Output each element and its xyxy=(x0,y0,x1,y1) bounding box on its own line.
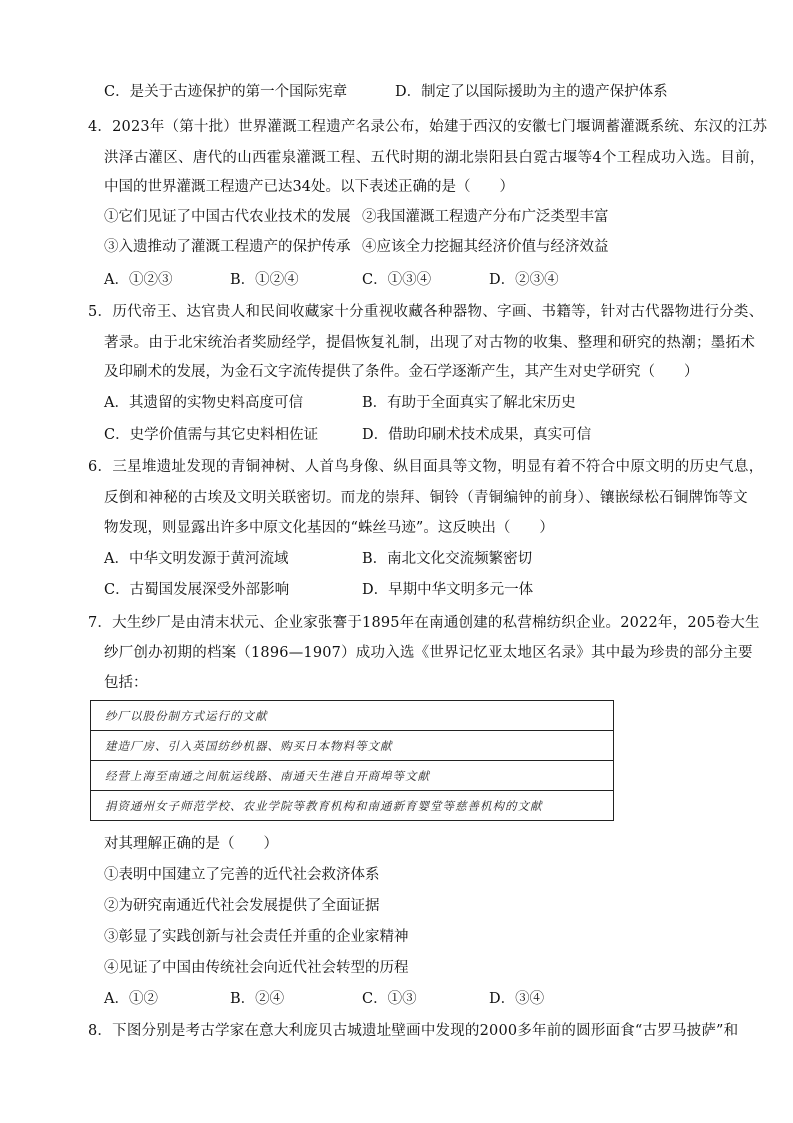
q4-option-c: C．①③④ xyxy=(362,272,432,288)
q7-stem-line2: 纱厂创办初期的档案（1896—1907）成功入选《世界记忆亚太地区名录》其中最为珍贵的部分主要 xyxy=(104,645,753,661)
q6-stem-line3: 物发现，则显露出许多中原文化基因的“蛛丝马迹”。这反映出（ ） xyxy=(104,520,554,536)
q5-option-d: D．借助印刷术技术成果，真实可信 xyxy=(362,427,592,443)
table-row xyxy=(91,731,614,761)
q4-option-b: B．①②④ xyxy=(230,272,299,288)
q8-stem-line1: 8．下图分别是考古学家在意大利庞贝古城遗址壁画中发现的2000多年前的圆形面食“古罗马披萨”和 xyxy=(88,1023,739,1039)
table-row xyxy=(91,701,614,731)
q6-stem-line1: 6．三星堆遗址发现的青铜神树、人首鸟身像、纵目面具等文物，明显有着不符合中原文明的历史气息， xyxy=(88,459,764,475)
q7-question: 对其理解正确的是（ ） xyxy=(104,836,278,852)
table-cell: 经营上海至南通之间航运线路、南通天生港自开商埠等文献 xyxy=(91,761,614,791)
q6-option-a: A．中华文明发源于黄河流域 xyxy=(104,551,289,567)
q6-option-c: C．古蜀国发展深受外部影响 xyxy=(104,582,290,598)
q6-stem-line2: 反倒和神秘的古埃及文明关联密切。而龙的崇拜、铜铃（青铜编钟的前身）、镶嵌绿松石铜牌饰等文 xyxy=(104,490,748,506)
q7-archive-table xyxy=(90,700,614,821)
q7-statement-4: ④见证了中国由传统社会向近代社会转型的历程 xyxy=(104,960,409,976)
q4-statement-2: ②我国灌溉工程遗产分布广泛类型丰富 xyxy=(362,209,609,225)
q5-stem-line3: 及印刷术的发展，为金石文字流传提供了条件。金石学逐渐产生，其产生对史学研究（ ） xyxy=(104,364,699,380)
q7-option-c: C．①③ xyxy=(362,991,417,1007)
q6-option-b: B．南北文化交流频繁密切 xyxy=(362,551,533,567)
q4-option-d: D．②③④ xyxy=(489,272,559,288)
table-row xyxy=(91,791,614,821)
table-cell: 建造厂房、引入英国纺纱机器、购买日本物料等文献 xyxy=(91,731,614,761)
q7-option-a: A．①② xyxy=(104,991,158,1007)
q5-option-a: A．其遗留的实物史料高度可信 xyxy=(104,395,303,411)
q4-statement-3: ③入遗推动了灌溉工程遗产的保护传承 xyxy=(104,239,351,255)
q4-stem-line2: 洪泽古灌区、唐代的山西霍泉灌溉工程、五代时期的湖北崇阳县白霓古堰等4个工程成功入选。目前， xyxy=(104,150,765,166)
q4-statement-1: ①它们见证了中国古代农业技术的发展 xyxy=(104,209,351,225)
q7-statement-3: ③彰显了实践创新与社会责任并重的企业家精神 xyxy=(104,929,409,945)
q5-stem-line1: 5．历代帝王、达官贵人和民间收藏家十分重视收藏各种器物、字画、书籍等，针对古代器物进行分类、 xyxy=(88,304,764,320)
q3-option-c: C．是关于古迹保护的第一个国际宪章 xyxy=(104,84,348,100)
q3-option-d: D．制定了以国际援助为主的遗产保护体系 xyxy=(395,84,668,100)
q5-option-c: C．史学价值需与其它史料相佐证 xyxy=(104,427,319,443)
q7-statement-1: ①表明中国建立了完善的近代社会救济体系 xyxy=(104,867,380,883)
q6-option-d: D．早期中华文明多元一体 xyxy=(362,582,534,598)
q7-statement-2: ②为研究南通近代社会发展提供了全面证据 xyxy=(104,898,380,914)
q4-option-a: A．①②③ xyxy=(104,272,173,288)
q5-stem-line2: 著录。由于北宋统治者奖励经学，提倡恢复礼制，出现了对古物的收集、整理和研究的热潮；墨拓术 xyxy=(104,335,756,351)
q4-stem-line1: 4．2023年（第十批）世界灌溉工程遗产名录公布，始建于西汉的安徽七门堰调蓄灌溉系统、东汉的江苏 xyxy=(88,119,768,135)
q4-statement-4: ④应该全力挖掘其经济价值与经济效益 xyxy=(362,239,609,255)
q7-stem-line3: 包括： xyxy=(104,675,148,691)
q4-stem-line3: 中国的世界灌溉工程遗产已达34处。以下表述正确的是（ ） xyxy=(104,179,514,195)
q7-option-d: D．③④ xyxy=(489,991,545,1007)
table-cell: 纱厂以股份制方式运行的文献 xyxy=(91,701,614,731)
table-row xyxy=(91,761,614,791)
q7-stem-line1: 7．大生纱厂是由清末状元、企业家张謇于1895年在南通创建的私营棉纺织企业。2022年，205卷大生 xyxy=(88,615,760,631)
q5-option-b: B．有助于全面真实了解北宋历史 xyxy=(362,395,576,411)
q7-option-b: B．②④ xyxy=(230,991,285,1007)
table-cell: 捐资通州女子师范学校、农业学院等教育机构和南通新育婴堂等慈善机构的文献 xyxy=(91,791,614,821)
